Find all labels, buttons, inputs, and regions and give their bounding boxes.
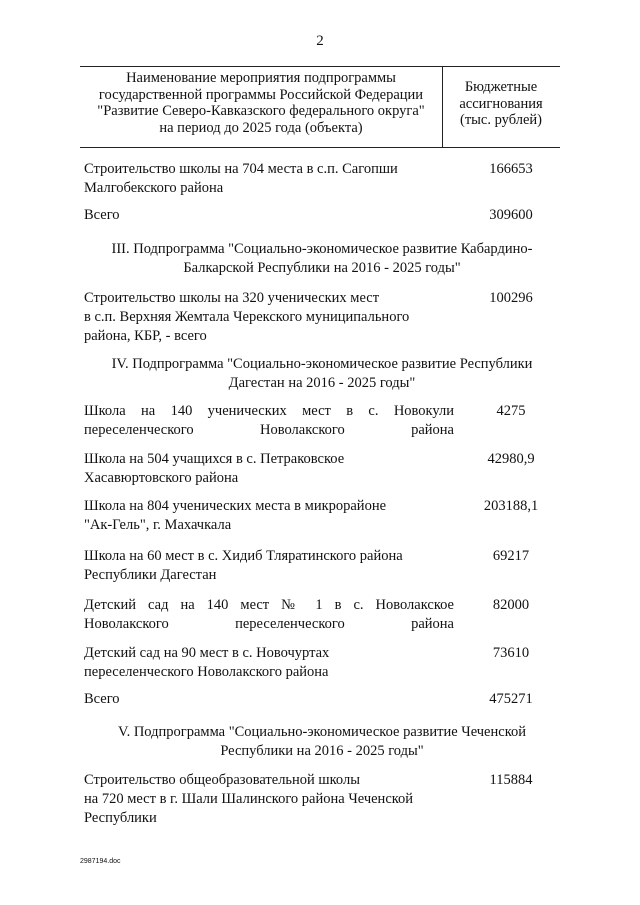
row-name <box>84 690 454 709</box>
row-name-line: на 720 мест в г. Шали Шалинского района Чеченской <box>84 791 414 807</box>
row-name-line: Строительство школы на 704 места в с.п. Сагопши <box>84 161 398 177</box>
header-budget-line: ассигнования <box>459 95 543 112</box>
row-name <box>84 497 454 535</box>
row-name <box>84 206 454 225</box>
row-value: 166653 <box>489 161 533 177</box>
section-heading-line: III. Подпрограмма "Социально-экономическое развитие Кабардино- <box>111 241 533 257</box>
row-name-line: Детский сад на 140 мест № 1 в с. Новолакское <box>84 597 454 613</box>
row-name <box>84 402 454 440</box>
row-name-line: Школа на 804 ученических места в микрорайоне <box>84 498 387 514</box>
row-name-line: "Ак-Гель", г. Махачкала <box>84 517 232 533</box>
row-name-line: Новолакского переселенческого района <box>84 616 454 632</box>
header-budget-line: Бюджетные <box>464 79 538 95</box>
row-name-line: переселенческого Новолакского района <box>84 422 454 438</box>
row-name <box>84 289 454 346</box>
row-value: 115884 <box>489 772 533 788</box>
row-value: 73610 <box>492 645 530 661</box>
section-heading-line: Республики на 2016 - 2025 годы" <box>220 743 424 759</box>
row-name-line: Строительство школы на 320 ученических мест <box>84 290 380 306</box>
row-value: 475271 <box>489 691 533 707</box>
row-name-line: Строительство общеобразовательной школы <box>84 772 360 788</box>
section-heading-line: V. Подпрограмма "Социально-экономическое развитие Чеченской <box>117 724 527 740</box>
row-name-line: Всего <box>84 691 120 707</box>
section-heading-line: IV. Подпрограмма "Социально-экономическое развитие Республики <box>111 356 533 372</box>
row-name-line: Республики Дагестан <box>84 567 217 583</box>
row-name-line: района, КБР, - всего <box>84 328 207 344</box>
row-value: 100296 <box>489 290 533 306</box>
header-name-column <box>80 70 442 136</box>
row-value: 69217 <box>492 548 530 564</box>
section-heading-line: Дагестан на 2016 - 2025 годы" <box>228 375 416 391</box>
row-name <box>84 596 454 634</box>
header-budget-line: (тыс. рублей) <box>460 112 542 128</box>
row-name <box>84 644 454 682</box>
header-name-line: государственной программы Российской Федерации <box>98 86 424 103</box>
header-rule-bottom <box>80 147 560 148</box>
header-name-line: "Развитие Северо-Кавказского федерального округа" <box>97 103 425 119</box>
row-value: 203188,1 <box>483 498 539 514</box>
row-name-line: Всего <box>84 207 120 223</box>
page-number: 2 <box>316 33 324 49</box>
row-name-line: в с.п. Верхняя Жемтала Черекского муниципального <box>84 309 410 325</box>
row-value: 309600 <box>489 207 533 223</box>
row-value: 4275 <box>496 403 526 419</box>
row-name-line: Республики <box>84 810 157 826</box>
row-name <box>84 160 454 198</box>
row-name <box>84 450 454 488</box>
row-name-line: переселенческого Новолакского района <box>84 664 329 680</box>
section-heading <box>84 723 560 761</box>
section-heading-line: Балкарской Республики на 2016 - 2025 годы" <box>183 260 461 276</box>
section-heading <box>84 240 560 278</box>
row-name-line: Хасавюртовского района <box>84 470 239 486</box>
file-name-footer: 2987194.doc <box>80 858 121 865</box>
row-name-line: Детский сад на 90 мест в с. Новочуртах <box>84 645 330 661</box>
row-name <box>84 547 454 585</box>
header-rule-top <box>80 66 560 67</box>
header-budget-column <box>442 79 560 129</box>
row-name-line: Малгобекского района <box>84 180 224 196</box>
row-name-line: Школа на 504 учащихся в с. Петраковское <box>84 451 345 467</box>
header-name-line: на период до 2025 года (объекта) <box>159 119 363 136</box>
row-name-line: Школа на 60 мест в с. Хидиб Тляратинского района <box>84 548 403 564</box>
row-value: 42980,9 <box>487 451 535 467</box>
row-name <box>84 771 454 828</box>
section-heading <box>84 355 560 393</box>
row-name-line: Школа на 140 ученических мест в с. Новокули <box>84 403 454 419</box>
row-value: 82000 <box>492 597 530 613</box>
header-name-line: Наименование мероприятия подпрограммы <box>126 70 396 86</box>
